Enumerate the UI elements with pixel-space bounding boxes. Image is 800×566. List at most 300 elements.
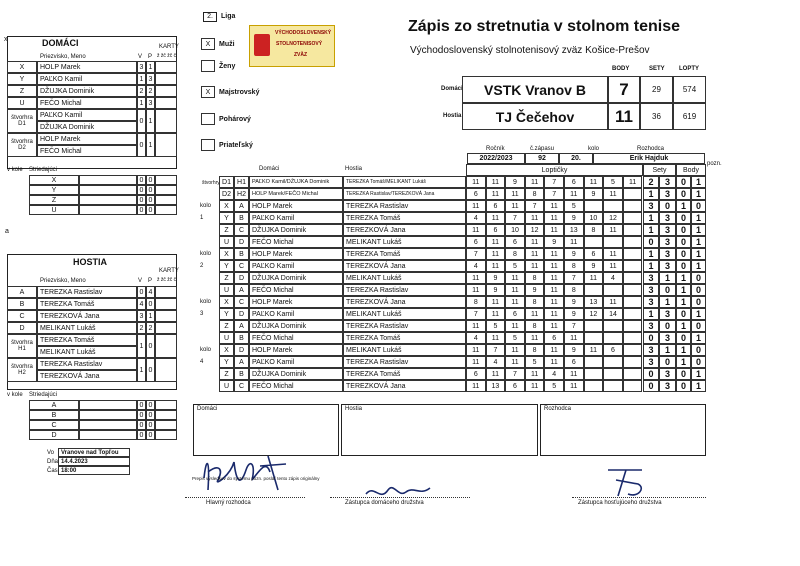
match-ball-score: 7 <box>525 200 545 212</box>
match-ball-score: 11 <box>486 248 506 260</box>
match-home-code: Y <box>219 212 234 224</box>
notes-domaci-box <box>193 404 339 456</box>
sub-p: 0 <box>146 195 155 205</box>
match-ball-score: 9 <box>486 272 506 284</box>
match-ball-score: 6 <box>564 176 584 188</box>
match-ball-score: 9 <box>564 248 584 260</box>
match-body-home: 1 <box>676 344 691 356</box>
match-ball-score: 11 <box>466 224 486 236</box>
sig-label-domaci: Zástupca domáceho družstva <box>345 500 424 506</box>
match-ball-score <box>623 260 643 272</box>
match-away-code: D <box>234 344 249 356</box>
match-body-away: 0 <box>691 284 706 296</box>
match-sets-away: 3 <box>659 212 676 224</box>
sig-label-hostia: Zástupca hosťujúceho družstva <box>578 500 662 506</box>
match-home-player: HOLP Marek/FEČO Michal <box>249 188 343 200</box>
match-ball-score: 11 <box>525 260 545 272</box>
match-home-code: D2 <box>219 188 234 200</box>
match-body-home: 0 <box>676 260 691 272</box>
match-home-player: DŽUJKA Dominik <box>249 320 343 332</box>
player-code: Z <box>7 85 37 97</box>
match-ball-score: 11 <box>466 200 486 212</box>
match-sets-home: 3 <box>643 272 659 284</box>
match-ball-score <box>584 200 604 212</box>
match-away-code: B <box>234 248 249 260</box>
player-v: 1 <box>137 73 146 85</box>
sig-line-hlavny <box>185 497 305 498</box>
match-sets-home: 1 <box>643 224 659 236</box>
player-v: 3 <box>137 61 146 73</box>
sub-v: 0 <box>137 430 146 440</box>
match-ball-score: 13 <box>584 296 604 308</box>
match-body-home: 0 <box>676 308 691 320</box>
match-ball-score: 11 <box>544 344 564 356</box>
player-code: X <box>7 61 37 73</box>
match-body-away: 0 <box>691 356 706 368</box>
match-home-player: HOLP Marek <box>249 248 343 260</box>
match-sets-home: 3 <box>643 296 659 308</box>
player-name: TEREZKOVÁ Jana <box>37 310 137 322</box>
match-ball-score: 6 <box>505 236 525 248</box>
match-body-away: 1 <box>691 176 706 188</box>
match-ball-score: 13 <box>564 224 584 236</box>
sub-p: 0 <box>146 205 155 215</box>
player-p: 1 <box>146 310 155 322</box>
match-sets-away: 3 <box>659 260 676 272</box>
match-sets-away: 3 <box>659 188 676 200</box>
match-ball-score: 11 <box>525 176 545 188</box>
match-away-player: TEREZKA Rastislav <box>343 320 466 332</box>
match-ball-score: 7 <box>466 308 486 320</box>
match-ball-score <box>603 368 623 380</box>
match-ball-score: 11 <box>603 224 623 236</box>
match-ball-score: 6 <box>486 200 506 212</box>
doubles-p: 0 <box>146 334 155 358</box>
logo-text-3: ZVÄZ <box>294 52 308 58</box>
match-away-code: A <box>234 320 249 332</box>
sub-v: 0 <box>137 195 146 205</box>
away-lopty: 619 <box>673 103 706 130</box>
player-name: PAĽKO Kamil <box>37 73 137 85</box>
match-ball-score: 6 <box>466 188 486 200</box>
page-subtitle: Východoslovenský stolnotenisový zväz Košice-Prešov <box>410 45 650 56</box>
match-sets-away: 3 <box>659 368 676 380</box>
match-ball-score: 7 <box>544 188 564 200</box>
col-domaci-label: Domáci <box>259 166 280 172</box>
sub-cards <box>155 175 177 185</box>
doubles-code: štvorhra D1 <box>7 109 37 133</box>
match-ball-score: 11 <box>603 260 623 272</box>
sub-name <box>79 205 137 215</box>
match-ball-score: 11 <box>505 284 525 296</box>
match-home-code: U <box>219 380 234 392</box>
match-body-away: 1 <box>691 236 706 248</box>
match-body-away: 1 <box>691 248 706 260</box>
notes-rozhodca-label: Rozhodca <box>544 406 572 412</box>
match-away-player: MELIKANT Lukáš <box>343 308 466 320</box>
match-round-label: 1 <box>200 215 204 221</box>
away-team-name: TJ Čečehov <box>462 103 608 130</box>
match-body-away: 1 <box>691 260 706 272</box>
match-sets-home: 1 <box>643 188 659 200</box>
sub-v: 0 <box>137 185 146 195</box>
match-ball-score: 9 <box>564 344 584 356</box>
match-home-code: Z <box>219 368 234 380</box>
match-home-code: Z <box>219 272 234 284</box>
match-ball-score: 6 <box>466 236 486 248</box>
match-body-home: 1 <box>676 320 691 332</box>
match-ball-score: 11 <box>544 284 564 296</box>
match-home-code: Y <box>219 308 234 320</box>
match-sets-home: 1 <box>643 212 659 224</box>
match-body-home: 0 <box>676 188 691 200</box>
match-ball-score: 11 <box>544 200 564 212</box>
player-p: 2 <box>146 322 155 334</box>
match-away-player: TEREZKA Tomáš <box>343 332 466 344</box>
player-name: MELIKANT Lukáš <box>37 322 137 334</box>
match-ball-score: 11 <box>584 176 604 188</box>
sub-cards <box>155 430 177 440</box>
category-label: Muži <box>219 41 235 48</box>
match-ball-score: 11 <box>486 332 506 344</box>
match-ball-score <box>623 284 643 296</box>
doubles-cards <box>155 334 177 358</box>
match-away-player: MELIKANT Lukáš <box>343 344 466 356</box>
sub-p: 0 <box>146 175 155 185</box>
match-ball-score: 11 <box>564 380 584 392</box>
score-header-body: BODY <box>612 66 630 72</box>
sub-code: C <box>29 420 79 430</box>
subs-kolo-label: v kole <box>7 392 23 398</box>
match-ball-score <box>623 200 643 212</box>
match-round-label: kolo <box>200 203 212 209</box>
match-body-away: 1 <box>691 224 706 236</box>
match-sets-away: 0 <box>659 356 676 368</box>
sub-cards <box>155 205 177 215</box>
corner-mark: x <box>4 36 8 43</box>
home-sety: 29 <box>640 76 673 103</box>
match-ball-score: 9 <box>584 188 604 200</box>
match-ball-score: 8 <box>466 296 486 308</box>
match-away-player: TEREZKOVÁ Jana <box>343 380 466 392</box>
match-sets-away: 3 <box>659 248 676 260</box>
match-ball-score: 5 <box>486 320 506 332</box>
doubles-v: 1 <box>137 334 146 358</box>
match-home-code: U <box>219 236 234 248</box>
match-away-player: TEREZKOVÁ Jana <box>343 296 466 308</box>
match-ball-score: 11 <box>505 188 525 200</box>
match-ball-score: 11 <box>544 260 564 272</box>
match-sets-home: 0 <box>643 332 659 344</box>
match-sets-home: 3 <box>643 200 659 212</box>
match-ball-score: 11 <box>466 344 486 356</box>
match-ball-score <box>584 356 604 368</box>
match-home-player: PAĽKO Kamil/DŽUJKA Dominik <box>249 176 343 188</box>
doubles-v: 1 <box>137 358 146 382</box>
kolo-label: kolo <box>588 146 600 152</box>
match-ball-score: 11 <box>466 320 486 332</box>
subs-col-label: Striedajúci <box>29 167 58 173</box>
match-ball-score <box>584 380 604 392</box>
match-sets-away: 3 <box>659 380 676 392</box>
match-ball-score: 8 <box>584 224 604 236</box>
match-ball-score: 8 <box>525 320 545 332</box>
match-away-player: MELIKANT Lukáš <box>343 236 466 248</box>
match-body-home: 0 <box>676 212 691 224</box>
category-checkbox: X <box>201 86 215 98</box>
match-ball-score <box>584 368 604 380</box>
match-home-player: FEČO Michal <box>249 284 343 296</box>
match-sets-home: 3 <box>643 284 659 296</box>
col-p-label: P <box>148 278 153 284</box>
player-code: Y <box>7 73 37 85</box>
match-ball-score: 11 <box>564 188 584 200</box>
sety-label: Sety <box>643 164 676 176</box>
match-body-away: 1 <box>691 212 706 224</box>
match-home-player: HOLP Marek <box>249 200 343 212</box>
category-checkbox: X <box>201 38 215 50</box>
sub-p: 0 <box>146 410 155 420</box>
match-ball-score: 9 <box>564 212 584 224</box>
page-title: Zápis zo stretnutia v stolnom tenise <box>408 18 681 35</box>
match-body-away: 0 <box>691 200 706 212</box>
away-label: Hostia <box>443 113 462 119</box>
match-home-player: PAĽKO Kamil <box>249 356 343 368</box>
category-checkbox <box>201 60 215 72</box>
sub-name <box>79 410 137 420</box>
match-ball-score: 5 <box>544 380 564 392</box>
match-body-away: 1 <box>691 332 706 344</box>
match-ball-score <box>603 380 623 392</box>
match-ball-score: 9 <box>584 260 604 272</box>
match-ball-score: 8 <box>564 260 584 272</box>
match-ball-score: 8 <box>505 248 525 260</box>
sub-p: 0 <box>146 185 155 195</box>
match-ball-score: 11 <box>505 320 525 332</box>
match-home-code: U <box>219 332 234 344</box>
doubles-name: TEREZKA Tomáš <box>37 334 137 346</box>
match-ball-score: 9 <box>544 236 564 248</box>
home-team-name: VSTK Vranov B <box>462 76 608 103</box>
player-code: U <box>7 97 37 109</box>
doubles-name: HOLP Marek <box>37 133 137 145</box>
match-ball-score: 8 <box>525 296 545 308</box>
match-away-code: B <box>234 212 249 224</box>
score-header-lopty: LOPTY <box>679 66 700 72</box>
match-ball-score: 8 <box>525 272 545 284</box>
match-body-home: 0 <box>676 224 691 236</box>
sub-v: 0 <box>137 420 146 430</box>
doubles-name: FEČO Michal <box>37 145 137 157</box>
rozhodca: Erik Hajduk <box>593 153 705 164</box>
sub-name <box>79 430 137 440</box>
match-body-home: 0 <box>676 368 691 380</box>
match-sets-home: 3 <box>643 356 659 368</box>
match-round-label: 3 <box>200 311 204 317</box>
doubles-p: 1 <box>146 109 155 133</box>
match-ball-score <box>584 332 604 344</box>
sub-code: B <box>29 410 79 420</box>
match-ball-score <box>623 332 643 344</box>
match-ball-score: 4 <box>466 332 486 344</box>
match-ball-score: 11 <box>486 308 506 320</box>
doubles-name: MELIKANT Lukáš <box>37 346 137 358</box>
cz: 92 <box>525 153 559 164</box>
player-cards <box>155 310 177 322</box>
sub-cards <box>155 410 177 420</box>
sub-cards <box>155 400 177 410</box>
player-cards <box>155 298 177 310</box>
match-ball-score: 10 <box>584 212 604 224</box>
col-v-label: V <box>138 54 143 60</box>
match-home-player: DŽUJKA Dominik <box>249 272 343 284</box>
match-home-player: PAĽKO Kamil <box>249 308 343 320</box>
match-ball-score <box>623 272 643 284</box>
match-away-player: TEREZKA Tomáš <box>343 368 466 380</box>
match-sets-away: 3 <box>659 332 676 344</box>
match-ball-score: 11 <box>525 380 545 392</box>
sig-label-hlavny: Hlavný rozhodca <box>206 500 251 506</box>
match-body-away: 0 <box>691 272 706 284</box>
away-body: 11 <box>608 103 640 130</box>
hostia-title: HOSTIA <box>73 257 108 267</box>
match-body-home: 0 <box>676 176 691 188</box>
match-ball-score: 9 <box>564 296 584 308</box>
match-ball-score: 9 <box>505 176 525 188</box>
match-ball-score: 7 <box>486 344 506 356</box>
match-ball-score: 11 <box>525 248 545 260</box>
match-ball-score: 11 <box>525 308 545 320</box>
match-home-code: Y <box>219 356 234 368</box>
doubles-p: 0 <box>146 358 155 382</box>
match-ball-score: 11 <box>564 368 584 380</box>
match-ball-score: 11 <box>505 200 525 212</box>
rocnik: 2022/2023 <box>467 153 525 164</box>
player-cards <box>155 322 177 334</box>
match-body-home: 1 <box>676 284 691 296</box>
signature-note: Prepis výsledkov do systému pozn. poslať tento zápis originálny <box>192 476 320 481</box>
match-sets-away: 3 <box>659 176 676 188</box>
match-ball-score: 5 <box>525 356 545 368</box>
doubles-code: štvorhra H2 <box>7 358 37 382</box>
match-ball-score: 11 <box>564 236 584 248</box>
match-sets-away: 0 <box>659 200 676 212</box>
match-sets-home: 2 <box>643 176 659 188</box>
player-p: 4 <box>146 286 155 298</box>
match-ball-score: 8 <box>564 284 584 296</box>
match-sets-away: 3 <box>659 308 676 320</box>
doubles-code: štvorhra H1 <box>7 334 37 358</box>
match-ball-score: 11 <box>603 248 623 260</box>
player-name: DŽUJKA Dominik <box>37 85 137 97</box>
match-ball-score: 6 <box>603 344 623 356</box>
match-round-label: 4 <box>200 359 204 365</box>
match-home-code: X <box>219 296 234 308</box>
match-away-code: H2 <box>234 188 249 200</box>
domaci-title: DOMÁCI <box>42 38 79 48</box>
match-ball-score: 6 <box>544 332 564 344</box>
match-ball-score <box>584 284 604 296</box>
match-ball-score: 12 <box>603 212 623 224</box>
match-away-code: D <box>234 308 249 320</box>
body-label: Body <box>676 164 706 176</box>
col-v-label: V <box>138 278 143 284</box>
match-ball-score: 11 <box>486 236 506 248</box>
match-body-home: 0 <box>676 248 691 260</box>
sub-code: Y <box>29 185 79 195</box>
match-ball-score: 5 <box>505 332 525 344</box>
match-away-code: A <box>234 200 249 212</box>
sub-name <box>79 420 137 430</box>
sub-v: 0 <box>137 175 146 185</box>
rozhodca-label: Rozhodca <box>637 146 665 152</box>
match-ball-score: 11 <box>544 308 564 320</box>
match-ball-score: 10 <box>505 224 525 236</box>
match-ball-score <box>623 248 643 260</box>
match-ball-score <box>603 356 623 368</box>
match-ball-score: 11 <box>466 272 486 284</box>
match-ball-score: 7 <box>466 248 486 260</box>
karty-label: KARTY <box>159 268 179 274</box>
match-away-code: D <box>234 272 249 284</box>
match-away-code: A <box>234 356 249 368</box>
cz-label: č.zápasu <box>530 146 555 152</box>
match-ball-score <box>603 320 623 332</box>
player-cards <box>155 85 177 97</box>
match-ball-score: 5 <box>505 260 525 272</box>
doubles-v: 0 <box>137 133 146 157</box>
match-ball-score: 5 <box>603 176 623 188</box>
match-ball-score: 9 <box>564 308 584 320</box>
match-ball-score <box>603 332 623 344</box>
score-header-sety: SETY <box>649 66 665 72</box>
notes-hostia-box <box>341 404 538 456</box>
match-away-player: TEREZKA Tomáš/MELIKANT Lukáš <box>343 176 466 188</box>
match-sets-away: 0 <box>659 320 676 332</box>
player-v: 2 <box>137 322 146 334</box>
player-code: C <box>7 310 37 322</box>
match-home-code: U <box>219 284 234 296</box>
sub-cards <box>155 185 177 195</box>
player-code: D <box>7 322 37 334</box>
match-sets-away: 1 <box>659 344 676 356</box>
match-ball-score: 6 <box>466 368 486 380</box>
player-p: 1 <box>146 61 155 73</box>
match-ball-score: 4 <box>486 356 506 368</box>
match-ball-score: 11 <box>486 176 506 188</box>
player-p: 3 <box>146 97 155 109</box>
venue-vo-label: Vo <box>47 450 55 456</box>
match-ball-score: 14 <box>603 308 623 320</box>
doubles-name: TEREZKA Rastislav <box>37 358 137 370</box>
match-sets-home: 1 <box>643 308 659 320</box>
match-home-player: PAĽKO Kamil <box>249 260 343 272</box>
category-label: Priateľský <box>219 142 253 149</box>
player-v: 1 <box>137 97 146 109</box>
match-ball-score: 4 <box>603 272 623 284</box>
player-name: FEČO Michal <box>37 97 137 109</box>
player-p: 3 <box>146 73 155 85</box>
league-logo <box>249 25 335 67</box>
home-lopty: 574 <box>673 76 706 103</box>
match-ball-score: 11 <box>564 332 584 344</box>
karty-cols: ž žč žč č <box>157 277 177 283</box>
match-home-player: HOLP Marek <box>249 296 343 308</box>
sub-v: 0 <box>137 205 146 215</box>
match-away-code: B <box>234 368 249 380</box>
match-ball-score: 11 <box>505 344 525 356</box>
league-level: 2. <box>203 12 217 22</box>
